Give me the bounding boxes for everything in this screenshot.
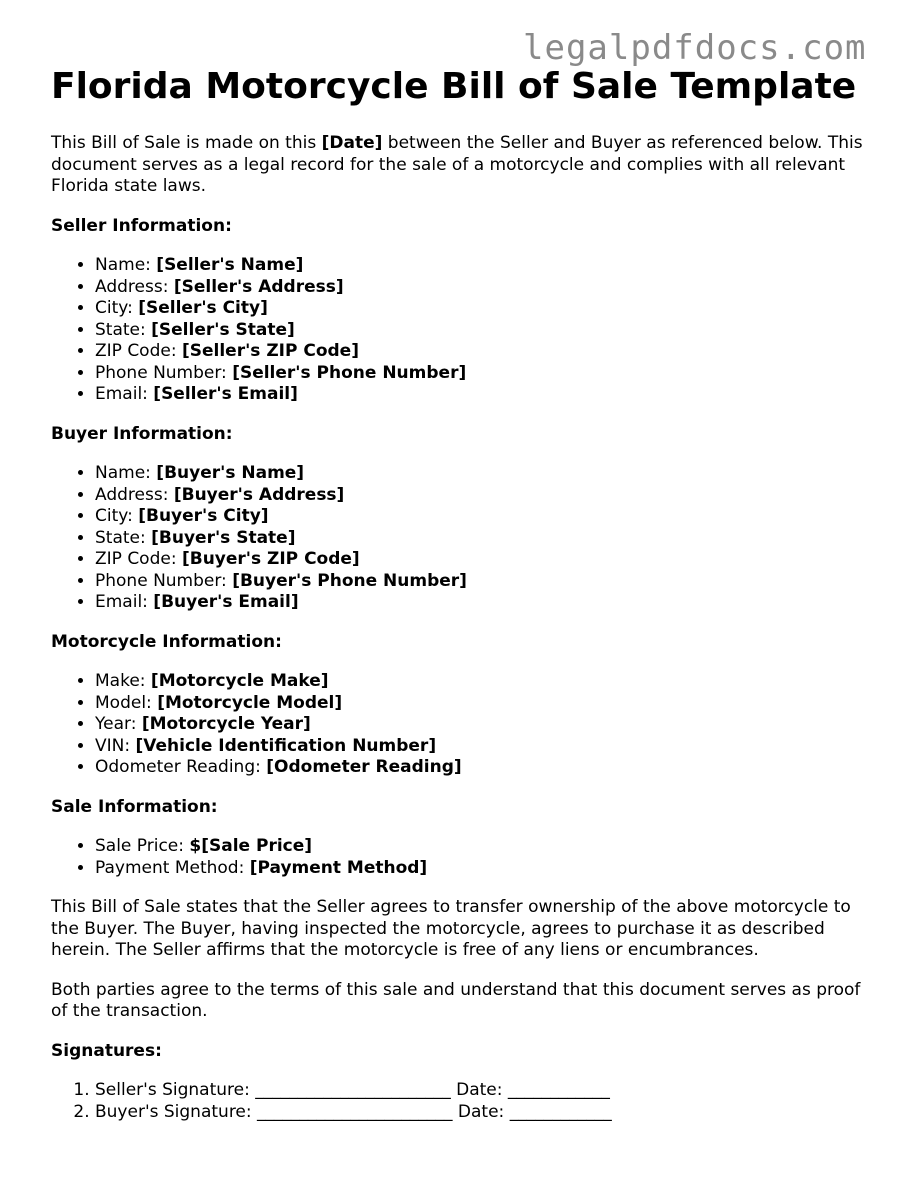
field-value: [Vehicle Identification Number] [135,735,437,756]
field-value: [Seller's City] [138,298,268,318]
list-item [95,592,881,614]
field-value: [Seller's ZIP Code] [181,341,359,361]
field-label: Payment Method: [95,857,250,878]
field-value: [Seller's Name] [156,255,304,275]
field-value: [Buyer's ZIP Code] [181,549,360,569]
field-label: Address: [95,484,174,505]
field-value: [Buyer's Email] [153,592,299,612]
field-value: [Buyer's State] [151,527,296,548]
field-label: Name: [95,255,157,275]
field-label: Name: [95,463,157,483]
list-item [95,320,881,342]
field-value: [Buyer's Phone Number] [232,570,467,591]
list-item [95,714,881,736]
field-label: ZIP Code: [95,549,182,569]
list-item [95,571,881,593]
field-label: VIN: [95,735,136,756]
list-item [95,549,881,571]
list-item [95,463,881,485]
intro-after: between the Seller and Buyer as referenced below. This document serves as a legal record for the sale of a motorcycle and complies with all relevant Florida state laws. [51,133,863,196]
list-item [95,277,881,299]
signatures-list [51,1080,881,1123]
list-item [95,736,881,758]
list-item [95,836,881,858]
field-value: [Motorcycle Year] [141,714,311,734]
list-item [95,506,881,528]
field-label: Model: [95,692,158,713]
field-value: [Odometer Reading] [266,757,462,777]
field-label: Email: [95,384,154,404]
field-value: [Buyer's Name] [156,463,305,483]
motorcycle-heading: Motorcycle Information: [51,631,282,652]
field-value: [Buyer's Address] [173,484,345,505]
list-item [95,528,881,550]
intro-before: This Bill of Sale is made on this [51,133,322,153]
field-value: [Buyer's City] [138,506,269,526]
field-label: State: [95,319,152,340]
field-label: Email: [95,592,154,612]
signature-line-buyer: 2. Buyer's Signature: _______________________ Date: ____________ [95,1102,881,1124]
seller-heading: Seller Information: [51,215,232,236]
field-value: [Motorcycle Model] [157,692,343,713]
page-title: Florida Motorcycle Bill of Sale Template [51,66,857,107]
sale-heading: Sale Information: [51,796,218,817]
field-value: [Motorcycle Make] [150,671,329,691]
field-label: Address: [95,276,174,297]
field-label: ZIP Code: [95,341,182,361]
intro-paragraph [51,133,881,198]
list-item [95,485,881,507]
list-item [95,858,881,880]
field-value: [Payment Method] [249,857,428,878]
field-value: $[Sale Price] [189,836,313,856]
intro-date: [Date] [321,133,383,153]
field-label: Sale Price: [95,836,190,856]
list-item [95,341,881,363]
field-label: City: [95,298,139,318]
motorcycle-list [51,671,881,779]
document-body [51,66,881,1123]
buyer-heading: Buyer Information: [51,423,233,444]
field-value: [Seller's Phone Number] [232,362,467,383]
list-item [95,384,881,406]
field-label: Make: [95,671,151,691]
list-item [95,693,881,715]
signatures-heading: Signatures: [51,1040,162,1061]
signature-line-seller: 1. Seller's Signature: _______________________ Date: ____________ [95,1080,881,1102]
list-item [95,671,881,693]
field-label: Odometer Reading: [95,757,267,777]
agreement-paragraph: Both parties agree to the terms of this sale and understand that this document serves as proof of the transaction. [51,979,861,1021]
list-item [95,363,881,385]
buyer-list [51,463,881,614]
watermark: legalpdfdocs.com [523,28,867,68]
transfer-paragraph: This Bill of Sale states that the Seller agrees to transfer ownership of the above motorcycle to the Buyer. The Buyer, having inspected the motorcycle, agrees to purchase it as described herein. The Seller affirms that the motorcycle is free of any liens or encumbrances. [51,897,851,960]
list-item [95,255,881,277]
seller-list [51,255,881,406]
field-value: [Seller's State] [151,319,295,340]
field-value: [Seller's Email] [153,384,298,404]
sale-list [51,836,881,879]
field-label: Year: [95,714,142,734]
field-value: [Seller's Address] [173,276,344,297]
list-item [95,298,881,320]
field-label: State: [95,527,152,548]
list-item [95,757,881,779]
field-label: Phone Number: [95,570,233,591]
field-label: City: [95,506,139,526]
field-label: Phone Number: [95,362,233,383]
